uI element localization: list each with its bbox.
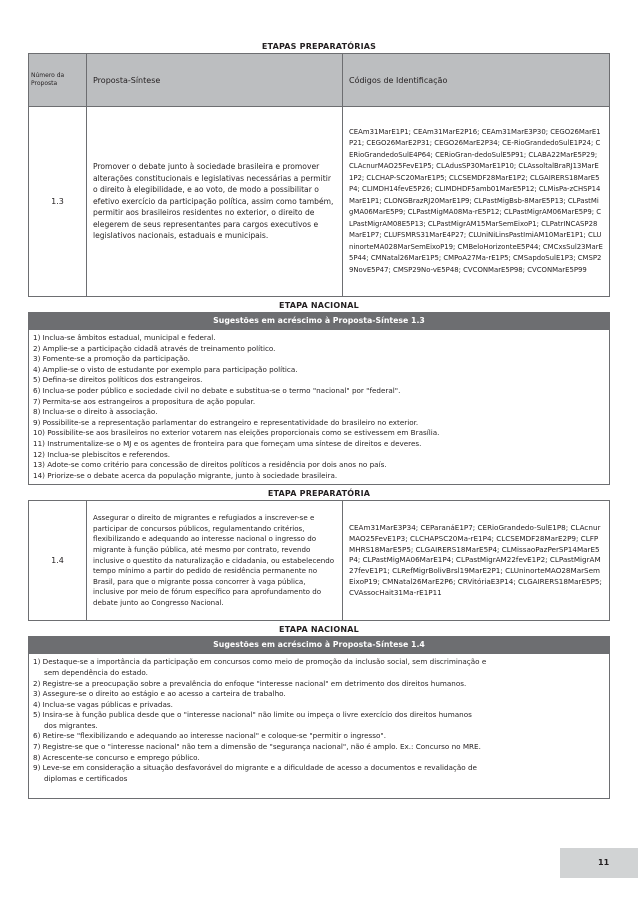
list-item: 11) Instrumentalize-se o MJ e os agentes de fronteira para que forneçam uma síntese de direitos e deveres.	[33, 438, 422, 448]
list-item: 6) Inclua-se poder público e sociedade civil no debate e substitua-se o termo "nacional" por "federal".	[33, 385, 401, 395]
list-item: 1) Inclua-se âmbitos estadual, municipal e federal.	[33, 333, 216, 342]
list-item: 4) Inclua-se vagas públicas e privadas.	[33, 699, 173, 709]
identification-codes: CEAm31MarE1P1; CEAm31MarE2P16; CEAm31MarE3P30; CEGO26MarE1P21; CEGO26MarE2P31; CEGO26MarE2P34; CE-RioGrandedoSulE1P24; CERioGrandedoSulE4P64; CERioGran-dedoSulE5P91; CLABA22MarE5P29; CLAcnurMAO25FevE1P5; CLAdusSP30MarE1P10; CLAssoltalBraRJ13MarE1P2; CLCHAP-SC20MarE1P5; CLCSEMDF28MarE1P2; CLGAIRERS18MarE5P4; CLIMDH14fevE5P26; CLIMDHDF5amb01MarE5P12; CLMisPa-zCHSP14MarE1P1; CLONGBrazRJ20MarE1P9; CLPastMigBsb-8MarE5P13; CLPastMigMA06MarE5P9; CLPastMigMA08Ma-rE5P12; CLPastMigrAM06MarE5P9; CLPastMigrAM08E5P13; CLPastMigrAM15MarSemEixoP1; CLPatrINCASP28MarE1P7; CLUFSMRS31MarE4P27; CLUniNiLinsPastImiAM10MarE1P1; CLUninorteMA028MarSemEixoP19; CMBeloHorizonteE5P44; CMCxsSul23MarE5P44; CMNatal26MarE1P5; CMPoA27Ma-rE1P5; CMSapdoSulE1P3; CMSP29NovE5P47; CMSP29No-vE5P48; CVCONMarE5P98; CVCONMarE5P99	[343, 107, 610, 297]
list-item: 5) Insira-se à função publica desde que o "interesse nacional" não limite ou impeça o livre exercício dos direitos humanos dos migrantes.	[33, 710, 472, 730]
section-title-national-stage: ETAPA NACIONAL	[279, 301, 359, 310]
list-item: 12) Inclua-se plebiscitos e referendos.	[33, 449, 170, 459]
suggestions-list-1-3	[28, 330, 610, 485]
document-page	[28, 40, 610, 799]
list-item: 8) Acrescente-se concurso e emprego público.	[33, 752, 200, 762]
list-item: 2) Registre-se a preocupação sobre a prevalência do enfoque "interesse nacional" em detrimento dos direitos humanos.	[33, 678, 467, 688]
proposal-number: 1.4	[29, 501, 87, 621]
list-item: 14) Priorize-se o debate acerca da população migrante, junto à sociedade brasileira.	[33, 470, 338, 480]
section-title-national-stage-2: ETAPA NACIONAL	[279, 625, 359, 635]
list-item: 9) Possibilite-se a representação parlamentar do estrangeiro e representatividade do brasileiro no exterior.	[33, 417, 419, 427]
list-item: 7) Permita-se aos estrangeiros a propositura de ação popular.	[33, 396, 256, 406]
table-row	[29, 501, 610, 621]
list-item: 3) Fomente-se a promoção da participação.	[33, 354, 190, 364]
list-item: 9) Leve-se em consideração a situação desfavorável do migrante e a dificuldade de acesso a documentos e revalidação de diplomas e certificados	[33, 763, 477, 783]
list-item: 4) Amplie-se o visto de estudante por exemplo para participação política.	[33, 364, 298, 374]
list-item: 6) Retire-se "flexibilizando e adequando ao interesse nacional" e coloque-se "permitir o ingresso".	[33, 731, 387, 741]
proposal-number: 1.3	[29, 107, 87, 297]
header-proposal-number: Número da Proposta	[29, 54, 87, 107]
list-item: 13) Adote-se como critério para concessão de direitos políticos a residência por dois anos no país.	[33, 460, 387, 470]
header-synthesis-proposal: Proposta-Síntese	[87, 54, 343, 107]
page-number: 11	[560, 848, 638, 878]
list-item: 1) Destaque-se a importância da participação em concursos como meio de promoção da inclusão social, sem discriminação e sem dependência do estado.	[33, 657, 487, 677]
proposal-table-1-3	[28, 53, 610, 297]
list-item: 7) Registre-se que o "interesse nacional" não tem a dimensão de "segurança nacional", não é amplo. Ex.: Concurso no MRE.	[33, 742, 481, 752]
section-title-preparatory-stage: ETAPA PREPARATÓRIA	[267, 489, 371, 499]
proposal-text: Assegurar o direito de migrantes e refugiados a inscrever-se e participar de concursos públicos, regulamentando critérios, flexibilizando e adequando ao interesse nacional o ingresso do migrante à função pública, até mesmo por contrato, revendo inclusive o questito da naturalização e cidadania, ou estabelecendo tempo mínimo a partir do pedido de residência permanente no Brasil, para que o migrante possa concorrer à vaga pública, inclusive por meio de fórum específico para aprofundamento do debate junto ao Congresso Nacional.	[87, 501, 343, 621]
section-title-preparatory-stages: ETAPAS PREPARATÓRIAS	[261, 42, 377, 51]
proposal-text: Promover o debate junto à sociedade brasileira e promover alterações constitucionais e legislativas necessárias a permitir o direito à elegibilidade, e ao voto, de modo a possibilitar o efetivo exercício da participação política, assim como também, permitir aos brasileiros residentes no exterior, o direito de elegerem de seus representantes para cargos executivos e legislativos nacionais, estaduais e municipais.	[87, 107, 343, 297]
list-item: 2) Amplie-se a participação cidadã através de treinamento político.	[33, 343, 276, 353]
table-row	[29, 107, 610, 297]
list-item: 5) Defina-se direitos políticos dos estrangeiros.	[33, 375, 203, 385]
list-item: 10) Possibilite-se aos brasileiros no exterior votarem nas eleições proporcionais como se estivessem em Brasília.	[33, 428, 440, 438]
table-header-row	[29, 54, 610, 107]
header-identification-codes: Códigos de Identificação	[343, 54, 610, 107]
suggestions-list-1-4	[28, 654, 610, 799]
list-item: 3) Assegure-se o direito ao estágio e ao acesso a carteira de trabalho.	[33, 689, 286, 699]
suggestions-heading-1-3: Sugestões em acréscimo à Proposta-Síntese 1.3	[28, 312, 610, 330]
list-item: 8) Inclua-se o direito à associação.	[33, 407, 158, 417]
proposal-table-1-4	[28, 500, 610, 621]
identification-codes: CEAm31MarE3P34; CEParanáE1P7; CERioGrandedo-SulE1P8; CLAcnurMAO25FevE1P3; CLCHAPSC20Ma-rE1P4; CLCSEMDF28MarE2P9; CLFPMHRS18MarE5P5; CLGAIRERS18MarE5P4; CLMissaoPazPerSP14MarE5P4; CLPastMigMA06MarE1P4; CLPastMigrAM22fevE1P2; CLPastMigrAM27fevE1P1; CLRefMigrBolivBrsl19MarE2P1; CLUninorteMAO28MarSemEixoP19; CMNatal26MarE2P6; CRVitóriaE3P14; CLGAIRERS18MarE5P5; CVAssocHait31Ma-rE1P11	[343, 501, 610, 621]
suggestions-heading-1-4: Sugestões em acréscimo à Proposta-Síntese 1.4	[28, 636, 610, 654]
